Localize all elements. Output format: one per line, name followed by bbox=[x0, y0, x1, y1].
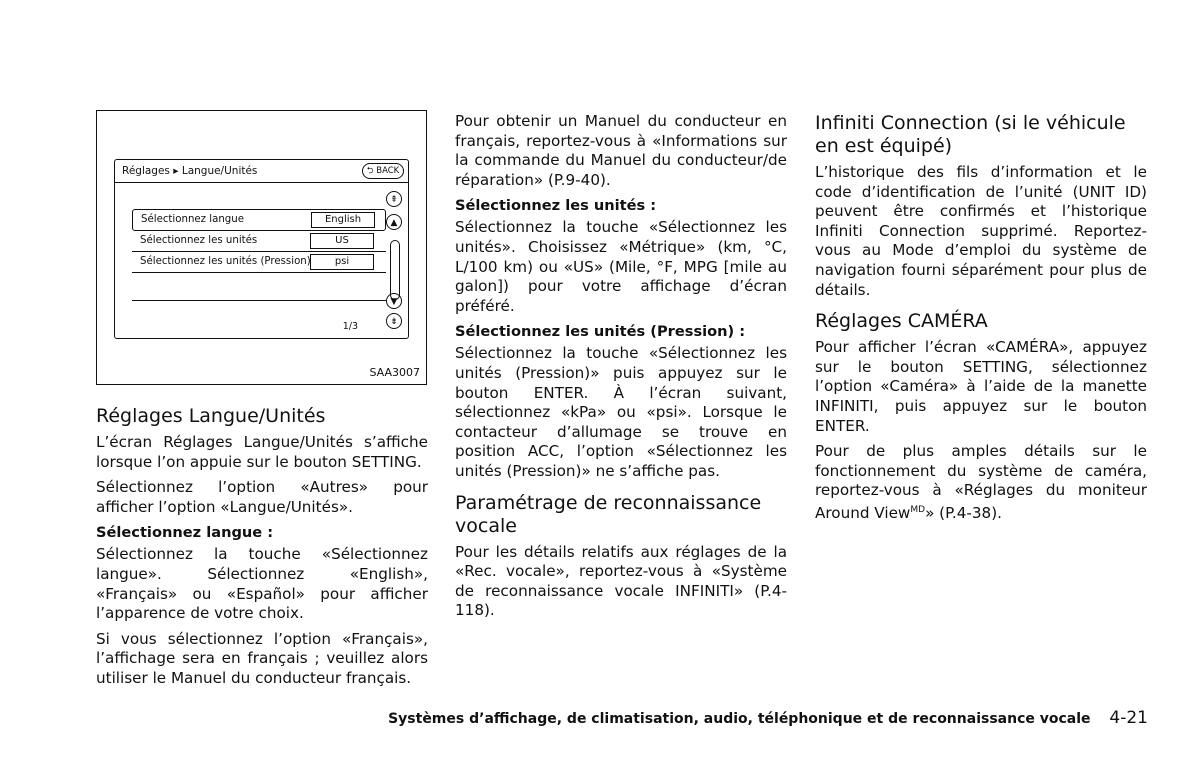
column-3 bbox=[815, 112, 1147, 530]
scroll-up-icon: ▲ bbox=[386, 214, 402, 230]
column-2 bbox=[455, 112, 787, 627]
page-indicator: 1/3 bbox=[342, 321, 358, 332]
subheading: Sélectionnez les unités (Pression) : bbox=[455, 323, 746, 341]
section-heading: Réglages CAMÉRA bbox=[815, 310, 988, 333]
paragraph bbox=[815, 442, 1147, 523]
figure-code: SAA3007 bbox=[369, 366, 420, 379]
menu-row-value: English bbox=[311, 212, 375, 228]
paragraph-text: » (P.4-38). bbox=[925, 503, 1002, 522]
trademark-sup: MD bbox=[910, 504, 926, 515]
back-label: BACK bbox=[376, 166, 400, 176]
menu-row-label: Sélectionnez les unités (Pression) bbox=[140, 256, 311, 267]
section-heading: Infiniti Connection (si le véhicule en est équipé) bbox=[815, 112, 1126, 157]
subheading: Sélectionnez les unités : bbox=[455, 197, 657, 215]
paragraph: Pour les détails relatifs aux réglages de la «Rec. vocale», reportez-vous à «Système de reconnaissance vocale INFINITI» (P.4-118). bbox=[455, 542, 787, 620]
scroll-top-icon: ⇞ bbox=[386, 191, 402, 207]
paragraph: Sélectionnez la touche «Sélectionnez les unités (Pression)» puis appuyez sur le bouton ENTER. À l’écran suivant, sélectionnez «kPa» ou «psi». Lorsque le contacteur d’allumage se trouve en position ACC, l’option «Sélectionnez les unités (Pression)» ne s’affiche pas. bbox=[455, 344, 787, 480]
menu-row-label: Sélectionnez langue bbox=[141, 214, 244, 225]
back-button: ⮌ BACK bbox=[362, 163, 404, 179]
paragraph: L’historique des fils d’information et le code d’identification de l’unité (UNIT ID) peuvent être confirmés et l’historique Infiniti Connection supprimé. Reportez-vous au Mode d’emploi du système de navigation fourni séparément pour plus de détails. bbox=[815, 163, 1147, 299]
menu-row-value: psi bbox=[310, 254, 374, 270]
footer-section-title: Systèmes d’affichage, de climatisation, audio, téléphonique et de reconnaissance vocale bbox=[388, 711, 1091, 727]
menu-row-value: US bbox=[310, 233, 374, 249]
scroll-down-icon: ▼ bbox=[386, 293, 402, 309]
paragraph: Pour afficher l’écran «CAMÉRA», appuyez sur le bouton SETTING, sélectionnez l’option «Caméra» à l’aide de la manette INFINITI, puis appuyez sur le bouton ENTER. bbox=[815, 338, 1147, 435]
screen-breadcrumb: Réglages ▸ Langue/Unités bbox=[122, 165, 258, 177]
paragraph: Sélectionnez la touche «Sélectionnez langue». Sélectionnez «English», «Français» ou «Español» pour afficher l’apparence de votre choix. bbox=[96, 545, 428, 623]
section-heading: Paramétrage de reconnaissance vocale bbox=[455, 491, 762, 537]
menu-row-label: Sélectionnez les unités bbox=[140, 235, 258, 246]
paragraph: L’écran Réglages Langue/Unités s’affiche lorsque l’on appuie sur le bouton SETTING. bbox=[96, 433, 428, 471]
section-heading: Réglages Langue/Unités bbox=[96, 405, 326, 427]
paragraph: Pour obtenir un Manuel du conducteur en français, reportez-vous à «Informations sur la commande du Manuel du conducteur/de réparation» (P.9-40). bbox=[455, 112, 787, 189]
page-footer bbox=[388, 708, 1148, 728]
column-1 bbox=[96, 110, 428, 695]
scroll-bottom-icon: ⇟ bbox=[386, 313, 402, 329]
subheading: Sélectionnez langue : bbox=[96, 524, 274, 542]
paragraph: Si vous sélectionnez l’option «Français», l’affichage sera en français ; veuillez alors utiliser le Manuel du conducteur français. bbox=[96, 629, 428, 687]
paragraph-text: Pour de plus amples détails sur le fonctionnement du système de caméra, reportez-vous à «Réglages du moniteur Around View bbox=[815, 442, 1147, 522]
paragraph: Sélectionnez la touche «Sélectionnez les unités». Choisissez «Métrique» (km, °C, L/100 km) ou «US» (Mile, °F, MPG [mile au galon]) pour votre affichage d’écran préféré. bbox=[455, 218, 787, 315]
paragraph: Sélectionnez l’option «Autres» pour afficher l’option «Langue/Unités». bbox=[96, 478, 428, 516]
page-number: 4-21 bbox=[1109, 708, 1148, 728]
